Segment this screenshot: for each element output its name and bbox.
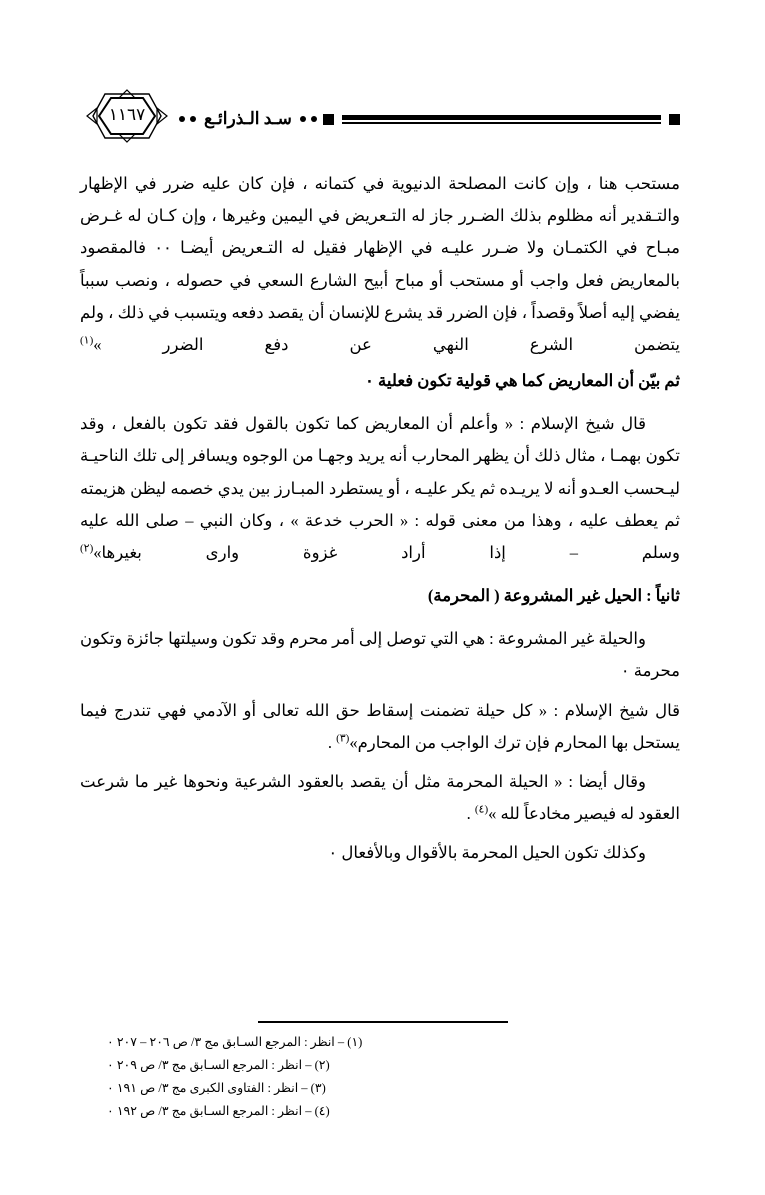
footnote-ref-1: (١) — [80, 334, 94, 347]
paragraph-2: قال شيخ الإسلام : « وأعلم أن المعاريض كما تكون بالقول فقد تكون بالفعل ، وقد تكون بهمـا ، مثال ذلك أن يظهر المحارب أنه يريد وجهـا من الوجوه ويسافر إلى تلك الناحيـة ليـحسب العـدو أنه لا يريـده ثم يكر عليـه ، أو يستطرد المبـارز بين يدي خصمه ليظن هزيمته ثم يعطف عليه ، وهذا من معنى قوله : « الحرب خدعة » ، وكان النبي – صلى الله عليه وسلم – إذا أراد غزوة وارى بغيرها»$^{(٢)}$ — [80, 414, 680, 562]
footnote-1: (١) – انظر : المرجع السـابق مج ٣/ ص ٢٠٦ – ٢٠٧ ٠ — [107, 1034, 363, 1049]
rule-thin — [342, 122, 661, 124]
square-ornament-icon — [323, 114, 334, 125]
footnote-4: (٤) – انظر : المرجع السـابق مج ٣/ ص ١٩٢ ٠ — [107, 1103, 330, 1118]
footnote-separator — [258, 1021, 508, 1023]
square-ornament-icon — [669, 114, 680, 125]
dot-icon — [190, 116, 196, 122]
footnote-3: (٣) – انظر : الفتاوى الكبرى مج ٣/ ص ١٩١ ٠ — [107, 1080, 326, 1095]
paragraph-3: والحيلة غير المشروعة : هي التي توصل إلى أمر محرم وقد تكون وسيلتها جائزة وتكون محرمة ٠ — [80, 629, 680, 681]
paragraph-1: مستحب هنا ، وإن كانت المصلحة الدنيوية في كتمانه ، فإن كان عليه ضرر في الإظهار والتـقدير أنه مظلوم بذلك الضـرر جاز له التـعريض في اليمين وغيرها ، وإن كـان له غـرض مبـاح في الكتمـان ولا ضـرر عليـه في الإظهار فقيل له التـعريض أيضـا ٠٠ فالمقصود بالمعاريض فعل واجب أو مستحب أو مباح أبيح الشارع السعي في حصوله ، ونصب سبباً يفضي إليه أصلاً وقصداً ، فإن الضرر قد يشرع للإنسان أن يقصد دفعه ويتسبب في ذلك ، ولم يتضمن الشرع النهي عن دفع الضرر »$^{(١)}$ — [80, 174, 680, 354]
subheading-hiyal: ثانياً : الحيل غير المشروعة ( المحرمة) — [427, 586, 680, 606]
paragraph-6: وكذلك تكون الحيل المحرمة بالأقوال وبالأفعال ٠ — [328, 843, 646, 863]
paragraph-5: وقال أيضا : « الحيلة المحرمة مثل أن يقصد بالعقود الشرعية ونحوها غير ما شرعت العقود له فيصير مخادعاً لله »$^{(٤)}$ . — [80, 771, 680, 824]
page-header — [85, 88, 680, 148]
footnotes-section — [85, 1021, 680, 1124]
page-number: ١١٦٧ — [108, 105, 146, 124]
subheading-maarid: ثم بيّن أن المعاريض كما هي قولية تكون فعلية ٠ — [365, 371, 680, 391]
header-dots-right — [179, 116, 196, 122]
dot-icon — [179, 116, 185, 122]
dot-icon — [300, 116, 306, 122]
footnote-ref-2: (٢) — [80, 542, 94, 555]
rule-group — [342, 112, 661, 126]
page-title: سـد الـذرائـع — [204, 109, 292, 128]
footnote-ref-3: (٣) — [336, 732, 350, 745]
footnote-2: (٢) – انظر : المرجع السـابق مج ٣/ ص ٢٠٩ ٠ — [107, 1057, 330, 1072]
header-dots-inner — [300, 116, 317, 122]
rule-thick — [342, 115, 661, 120]
footnote-ref-4: (٤) — [474, 803, 489, 816]
document-body — [80, 168, 680, 871]
header-rule — [85, 102, 680, 136]
dot-icon — [311, 116, 317, 122]
paragraph-4: قال شيخ الإسلام : « كل حيلة تضمنت إسقاط حق الله تعالى أو الآدمي فهي تندرج فيما يستحل بها المحارم فإن ترك الواجب من المحارم»$^{(٣)}$ . — [80, 700, 680, 752]
